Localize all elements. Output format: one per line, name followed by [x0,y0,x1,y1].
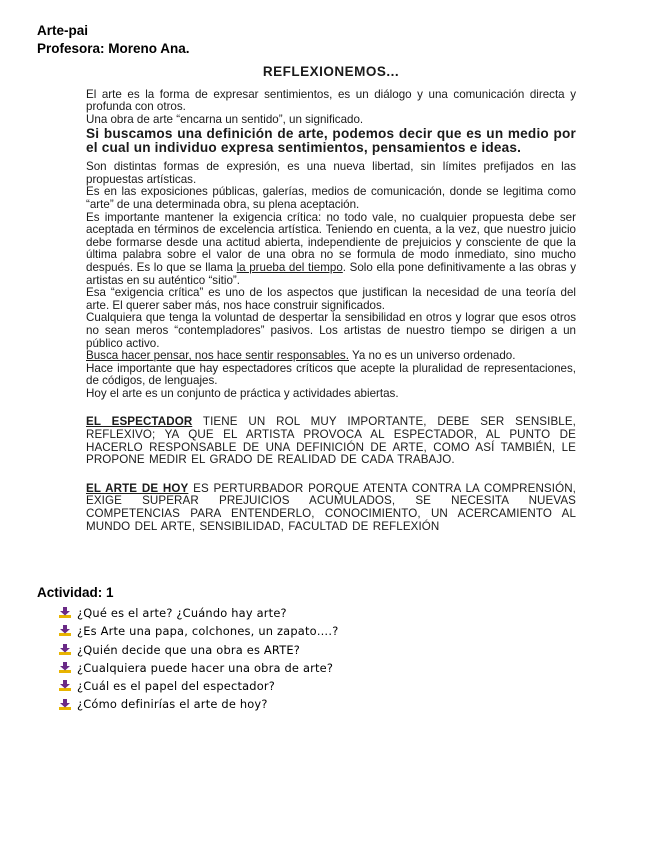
underlined-heading: EL ESPECTADOR [86,415,193,429]
question-list [37,604,637,714]
question-text: ¿Cuál es el papel del espectador? [77,679,276,694]
list-item [59,695,637,713]
list-item [59,622,637,640]
arrow-bullet-icon [59,699,71,711]
paragraph: Hace importante que hay espectadores críticos que acepte la pluralidad de representaciones, de códigos, de lenguajes. [86,361,576,388]
activity-section [37,584,637,714]
paragraph: El arte es la forma de expresar sentimientos, es un diálogo y una comunicación directa y profunda con otros. [86,87,576,114]
question-text: ¿Cómo definirías el arte de hoy? [77,697,268,712]
spectator-paragraph [86,416,576,466]
arrow-bullet-icon [59,662,71,674]
arrow-bullet-icon [59,644,71,656]
paragraph: Esa “exigencia crítica” es uno de los aspectos que justifican la necesidad de una teoría del arte. El querer saber más, nos hace construir significados. [86,286,576,312]
paragraph: Son distintas formas de expresión, es una nueva libertad, sin límites prefijados en las propuestas artísticas. [86,160,576,186]
underlined-heading: EL ARTE DE HOY [86,481,189,495]
arrow-bullet-icon [59,607,71,619]
course-name: Arte-pai [37,23,89,38]
arrow-bullet-icon [59,680,71,692]
paragraph [86,350,576,363]
paragraph: Hoy el arte es un conjunto de práctica y actividades abiertas. [86,386,399,400]
paragraph: Cualquiera que tenga la voluntad de despertar la sensibilidad en otros y lograr que esos otros no sean meros “contempladores” pasivos. Los artistas de nuestro tiempo se dirigen a un público activo. [86,311,576,350]
question-text: ¿Cualquiera puede hacer una obra de arte? [77,660,334,675]
arrow-bullet-icon [59,625,71,637]
text-run: Es importante mantener la exigencia crítica: no todo vale, no cualquier propuesta debe ser aceptada en términos de excelencia artística. Teniendo en cuenta, a la vez, que nuestro juicio debe formarse desde una actitud abierta, independiente de prejuicios y consciente de que la última palabra sobre el valor de una obra no se formula de modo inmediato, sino mucho después. Es lo que se llama [86,210,576,274]
question-text: ¿Quién decide que una obra es ARTE? [77,642,301,657]
text-run: ES PERTURBADOR PORQUE ATENTA CONTRA LA COMPRENSIÓN, EXIGE SUPERAR PREJUICIOS ACUMULADOS, SE NECESITA NUEVAS COMPETENCIAS PARA ENTENDERLO, CONOCIMIENTO, UN ACERCAMIENTO AL MUNDO DEL ARTE, SENSIBILIDAD, FACULTAD DE REFLEXIÓN [86,481,576,533]
text-run: TIENE UN ROL MUY IMPORTANTE, DEBE SER SENSIBLE, REFLEXIVO; YA QUE EL ARTISTA PROVOCA AL ESPECTADOR, AL PUNTO DE HACERLO RESPONSABLE DE UNA DEFINICIÓN DE ARTE, COMO ASÍ TAMBIÉN, LE PROPONE MEDIR EL GRADO DE REALIDAD DE CADA TRABAJO. [86,415,576,467]
question-text: ¿Es Arte una papa, colchones, un zapato….? [77,624,339,639]
text-run: Ya no es un universo ordenado. [348,349,516,363]
question-text: ¿Qué es el arte? ¿Cuándo hay arte? [77,606,287,620]
reading-passage [86,66,576,533]
reading-title: REFLEXIONEMOS... [262,64,400,79]
document-header [37,22,190,58]
underlined-phrase: la prueba del tiempo [236,260,343,274]
definition-paragraph: Si buscamos una definición de arte, podemos decir que es un medio por el cual un individuo expresa sentimientos, pensamientos e ideas. [86,126,576,155]
paragraph: Es en las exposiciones públicas, galerías, medios de comunicación, donde se legitima como “arte” de una determinada obra, su plena aceptación. [86,185,576,211]
activity-title: Actividad: 1 [37,585,114,600]
paragraph [86,212,576,288]
teacher-name: Profesora: Moreno Ana. [37,41,190,56]
paragraph: Una obra de arte “encarna un sentido”, un significado. [86,112,364,126]
text-run: . Solo ella pone definitivamente a las obras y artistas en su auténtico “sitio”. [86,260,576,287]
list-item [59,604,637,622]
underlined-phrase: Busca hacer pensar, nos hace sentir responsables. [86,349,349,363]
list-item [59,641,637,659]
art-today-paragraph [86,483,576,533]
list-item [59,677,637,695]
list-item [59,659,637,677]
